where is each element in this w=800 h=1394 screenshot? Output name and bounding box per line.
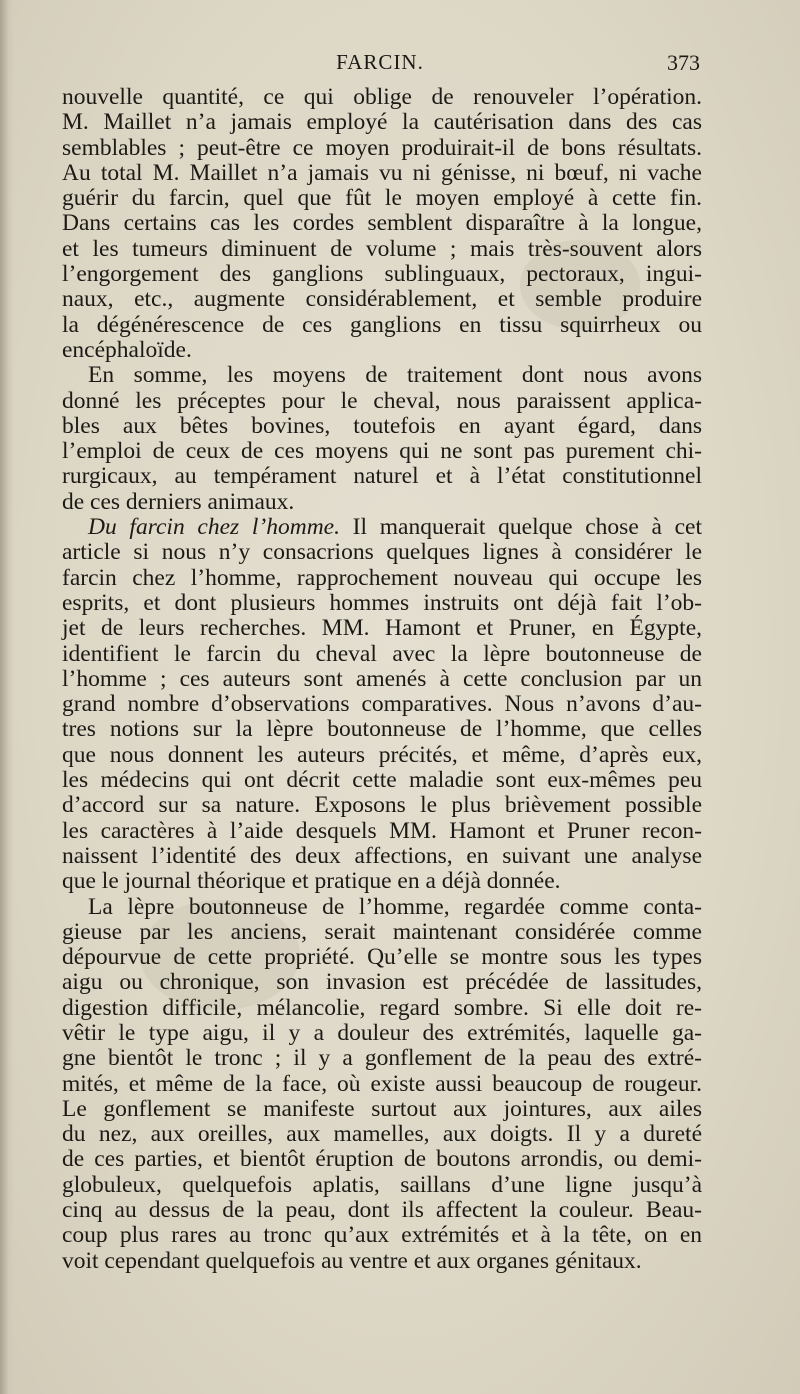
running-title: FARCIN.	[336, 50, 424, 74]
text-line-continuation: Il manquerait quelque chose à cet	[339, 514, 702, 541]
text-line: Dans certains cas les cordes semblent disparaître à la longue,	[62, 210, 702, 237]
text-line: guérir du farcin, quel que fût le moyen employé à cette fin.	[62, 185, 702, 212]
text-line: La lèpre boutonneuse de l’homme, regardée comme conta-	[88, 893, 702, 920]
text-line: M. Maillet n’a jamais employé la cautérisation dans des cas	[62, 109, 702, 136]
text-line: vêtir le type aigu, il y a douleur des extrémités, laquelle ga-	[62, 1019, 702, 1046]
text-line: Le gonflement se manifeste surtout aux jointures, aux ailes	[62, 1095, 702, 1122]
paragraph-1	[62, 85, 702, 363]
text-line: article si nous n’y consacrions quelques lignes à considérer le	[62, 539, 702, 566]
text-line: du nez, aux oreilles, aux mamelles, aux doigts. Il y a dureté	[62, 1121, 702, 1148]
text-line: Au total M. Maillet n’a jamais vu ni génisse, ni bœuf, ni vache	[62, 159, 702, 186]
text-line: mités, et même de la face, où existe aussi beaucoup de rougeur.	[62, 1070, 702, 1097]
paragraph-2	[62, 363, 702, 515]
text-line: les caractères à l’aide desquels MM. Hamont et Pruner recon-	[62, 817, 702, 844]
text-line: aigu ou chronique, son invasion est précédée de lassitudes,	[62, 969, 702, 996]
text-line: que nous donnent les auteurs précités, et même, d’après eux,	[62, 741, 702, 768]
text-line: esprits, et dont plusieurs hommes instruits ont déjà fait l’ob-	[62, 589, 702, 616]
text-line: d’accord sur sa nature. Exposons le plus brièvement possible	[62, 792, 702, 819]
page-number: 373	[667, 50, 700, 75]
text-line: bles aux bêtes bovines, toutefois en ayant égard, dans	[62, 412, 702, 439]
text-line: cinq au dessus de la peau, dont ils affectent la couleur. Beau-	[62, 1197, 702, 1224]
text-line: donné les préceptes pour le cheval, nous paraissent applica-	[62, 387, 702, 414]
text-line: jet de leurs recherches. MM. Hamont et Pruner, en Égypte,	[62, 615, 702, 642]
text-line: identifient le farcin du cheval avec la lèpre boutonneuse de	[62, 640, 702, 667]
text-line: dépourvue de cette propriété. Qu’elle se montre sous les types	[62, 944, 702, 971]
text-line: et les tumeurs diminuent de volume ; mais très-souvent alors	[62, 235, 702, 262]
text-line: voit cependant quelquefois au ventre et aux organes génitaux.	[62, 1247, 642, 1274]
binding-gutter-shadow	[0, 0, 14, 1394]
text-line: l’emploi de ceux de ces moyens qui ne sont pas purement chi-	[62, 438, 702, 465]
text-line: digestion difficile, mélancolie, regard sombre. Si elle doit re-	[62, 994, 702, 1021]
text-line: les médecins qui ont décrit cette maladie sont eux-mêmes peu	[62, 767, 702, 794]
text-line: l’homme ; ces auteurs sont amenés à cette conclusion par un	[62, 665, 702, 692]
text-line: gieuse par les anciens, serait maintenant considérée comme	[62, 918, 702, 945]
page-header	[60, 50, 700, 80]
text-line: naissent l’identité des deux affections, en suivant une analyse	[62, 842, 702, 869]
text-line: grand nombre d’observations comparatives. Nous n’avons d’au-	[62, 691, 702, 718]
text-line: En somme, les moyens de traitement dont nous avons	[88, 362, 702, 389]
paragraph-4	[62, 895, 702, 1274]
section-heading-italic: Du farcin chez l’homme.	[88, 514, 340, 541]
text-line: tres notions sur la lèpre boutonneuse de l’homme, que celles	[62, 716, 702, 743]
text-line: farcin chez l’homme, rapprochement nouveau qui occupe les	[62, 564, 702, 591]
text-line: que le journal théorique et pratique en a déjà donnée.	[62, 868, 561, 895]
text-line: la dégénérescence de ces ganglions en tissu squirrheux ou	[62, 311, 702, 338]
text-line: naux, etc., augmente considérablement, et semble produire	[62, 286, 702, 313]
paragraph-3	[62, 515, 702, 894]
text-line: de ces derniers animaux.	[62, 488, 295, 515]
text-line: semblables ; peut-être ce moyen produirait-il de bons résultats.	[62, 134, 702, 161]
text-line: de ces parties, et bientôt éruption de boutons arrondis, ou demi-	[62, 1146, 702, 1173]
text-line: coup plus rares au tronc qu’aux extrémités et à la tête, on en	[62, 1222, 702, 1249]
text-line: l’engorgement des ganglions sublinguaux, pectoraux, ingui-	[62, 261, 702, 288]
text-line: gne bientôt le tronc ; il y a gonflement de la peau des extré-	[62, 1045, 702, 1072]
body-text	[62, 85, 702, 1274]
text-line	[62, 515, 702, 540]
text-line: nouvelle quantité, ce qui oblige de renouveler l’opération.	[62, 84, 702, 110]
text-line: globuleux, quelquefois aplatis, saillans d’une ligne jusqu’à	[62, 1171, 702, 1198]
text-line: rurgicaux, au tempérament naturel et à l’état constitutionnel	[62, 463, 702, 490]
text-line: encéphaloïde.	[62, 336, 192, 363]
